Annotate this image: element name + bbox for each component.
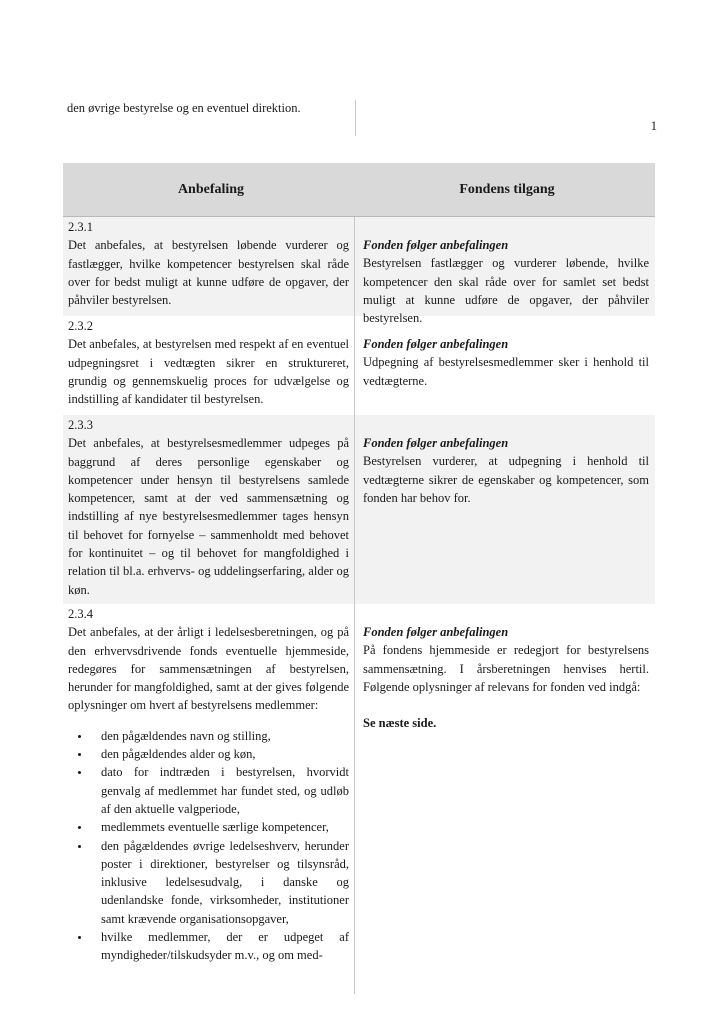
recommendation-cell [63, 217, 355, 316]
recommendation-number: 2.3.4 [68, 607, 93, 621]
recommendation-number: 2.3.1 [68, 220, 93, 234]
header-recommendation: Anbefaling [177, 181, 245, 197]
page-number: 1 [650, 119, 657, 133]
recommendation-text: Det anbefales, at bestyrelsen med respekt af en eventuel udpegningsret i vedtægten sikrer en struktureret, grundig og gennemskuelig proces for udvælgelse og indstilling af kandidater til bestyrelsen. [68, 337, 349, 407]
recommendation-number: 2.3.3 [68, 418, 93, 432]
status-label: Fonden følger anbefalingen [363, 238, 509, 252]
recommendation-cell [63, 604, 355, 994]
response-cell [355, 604, 655, 994]
header-foundation-approach: Fondens tilgang [459, 181, 555, 197]
disclosure-list [68, 727, 349, 965]
column-divider-continuation [355, 100, 356, 136]
list-item: • den pågældendes øvrige ledelseshverv, herunder poster i direktioner, bestyrelser og tilsynsråd, inklusive ledelsesudvalg, i danske og udenlandske fonde, virksomheder, institutioner samt krævende organisationsopgaver, [91, 837, 349, 928]
table-row [63, 415, 655, 604]
table-row [63, 316, 655, 415]
list-item: • hvilke medlemmer, der er udpeget af myndigheder/tilskudsyder m.v., og om med- [91, 928, 349, 965]
recommendation-cell [63, 316, 355, 415]
status-label: Fonden følger anbefalingen [363, 436, 509, 450]
status-label: Fonden følger anbefalingen [363, 625, 509, 639]
recommendations-table [63, 163, 655, 994]
table-row [63, 604, 655, 994]
recommendation-text: Det anbefales, at bestyrelsen løbende vurderer og fastlægger, hvilke kompetencer bestyrelsen skal råde over for bedst muligt at kunne udføre de opgaver, der påhviler bestyrelsen. [68, 238, 349, 308]
recommendation-number: 2.3.2 [68, 319, 93, 333]
response-cell [355, 316, 655, 415]
response-text: Bestyrelsen vurderer, at udpegning i henhold til vedtægterne sikrer de egenskaber og kompetencer, som fonden har behov for. [363, 454, 649, 505]
response-cell [355, 415, 655, 604]
status-label: Fonden følger anbefalingen [363, 337, 509, 351]
response-text: På fondens hjemmeside er redegjort for bestyrelsens sammensætning. I årsberetningen henvises hertil. Følgende oplysninger af relevans for fonden ved indgå: [363, 643, 649, 694]
recommendation-text: Det anbefales, at bestyrelsesmedlemmer udpeges på baggrund af deres personlige egenskaber og kompetencer under hensyn til bestyrelsens samlede kompetencer, samt at der ved sammensætning og indstilling af nye bestyrelsesmedlemmer tages hensyn til behovet for fornyelse – sammenholdt med behovet for kontinuitet – og til behovet for mangfoldighed i relation til bl.a. erhvervs- og uddelingserfaring, alder og køn. [68, 436, 349, 597]
list-item: • dato for indtræden i bestyrelsen, hvorvidt genvalg af medlemmet har fundet sted, og udløb af den aktuelle valgperiode, [91, 763, 349, 818]
recommendation-text: Det anbefales, at der årligt i ledelsesberetningen, og på den erhvervsdrivende fonds eventuelle hjemmeside, redegøres for sammensætningen af bestyrelsen, herunder for mangfoldighed, samt at der gives følgende oplysninger om hvert af bestyrelsens medlemmer: [68, 625, 349, 713]
carry-over-text: den øvrige bestyrelse og en eventuel direktion. [67, 101, 301, 115]
table-header [63, 163, 655, 217]
response-cell [355, 217, 655, 326]
recommendation-cell [63, 415, 355, 604]
list-item: • den pågældendes alder og køn, [91, 745, 349, 763]
response-text: Bestyrelsen fastlægger og vurderer løbende, hvilke kompetencer den skal råde over for samlet set bedst muligt at kunne udføre de opgaver, der påhviler bestyrelsen. [363, 256, 649, 326]
see-next-page-note: Se næste side. [363, 716, 437, 731]
list-item: • den pågældendes navn og stilling, [91, 727, 349, 745]
list-item: • medlemmets eventuelle særlige kompetencer, [91, 818, 349, 836]
response-text: Udpegning af bestyrelsesmedlemmer sker i henhold til vedtægterne. [363, 355, 649, 388]
